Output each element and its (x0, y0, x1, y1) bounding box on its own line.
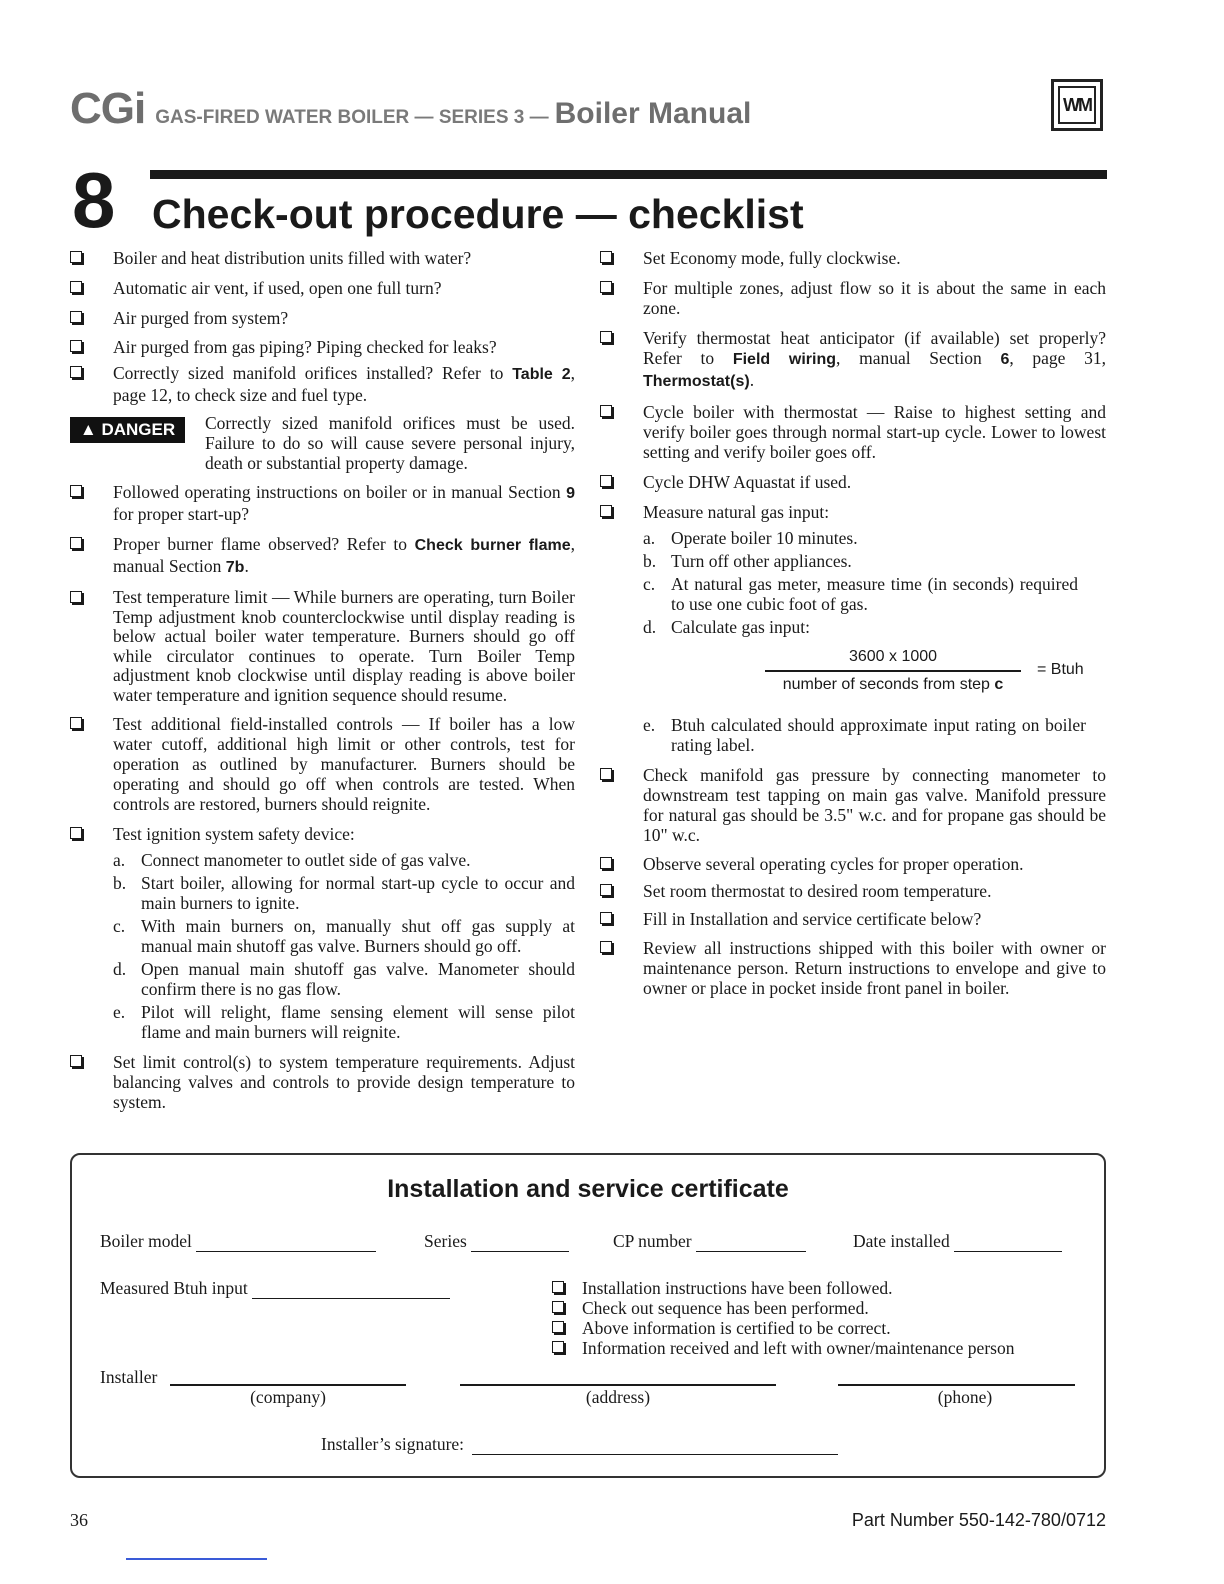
sub-step: a. Operate boiler 10 minutes. (643, 528, 858, 548)
checklist-right-column (600, 248, 1106, 998)
checklist-item: Automatic air vent, if used, open one full turn? (70, 278, 575, 298)
address-line[interactable] (460, 1384, 776, 1386)
checkbox[interactable] (600, 884, 612, 896)
checkbox[interactable] (552, 1281, 564, 1293)
checklist-item: Correctly sized manifold orifices installed? Refer to Table 2, page 12, to check size and fuel type. (70, 363, 575, 405)
checklist-item: Measure natural gas input: (600, 502, 1106, 522)
checklist-item: Review all instructions shipped with this boiler with owner or maintenance person. Return instructions to envelope and give to owner or place in pocket inside front panel in boiler. (600, 938, 1106, 998)
section-rule (150, 170, 1107, 179)
checkbox[interactable] (600, 768, 612, 780)
part-number: Part Number 550-142-780/0712 (851, 1510, 1106, 1530)
checkbox[interactable] (600, 912, 612, 924)
company-caption: (company) (250, 1387, 326, 1407)
checklist-item: Set Economy mode, fully clockwise. (600, 248, 1106, 268)
sub-step: b. Turn off other appliances. (643, 551, 852, 571)
installer-signature-field[interactable]: Installer’s signature: (321, 1434, 838, 1455)
sub-step: c. At natural gas meter, measure time (in seconds) required to use one cubic foot of gas. (643, 574, 1078, 614)
company-line[interactable] (170, 1384, 406, 1386)
checklist-item: Air purged from system? (70, 308, 575, 328)
checkbox[interactable] (600, 251, 612, 263)
sub-step: b. Start boiler, allowing for normal start-up cycle to occur and main burners to ignite. (113, 872, 575, 913)
checklist-item: Boiler and heat distribution units filled with water? (70, 248, 575, 268)
checkbox[interactable] (600, 857, 612, 869)
checkbox[interactable] (70, 366, 82, 378)
fraction-bar (765, 670, 1021, 672)
checkbox[interactable] (70, 251, 82, 263)
checkbox[interactable] (600, 941, 612, 953)
manual-title: Boiler Manual (554, 97, 752, 130)
checklist-item: Set room thermostat to desired room temperature. (600, 881, 1106, 901)
sub-step: d. Open manual main shutoff gas valve. Manometer should confirm there is no gas flow. (113, 958, 575, 999)
address-caption: (address) (585, 1387, 651, 1407)
installation-certificate (70, 1153, 1106, 1478)
checklist-item: Observe several operating cycles for proper operation. (600, 854, 1106, 874)
cert-check-4: Information received and left with owner/maintenance person (552, 1338, 1014, 1359)
checkbox[interactable] (600, 331, 612, 343)
sub-step: d. Calculate gas input: (643, 617, 810, 637)
checklist-item: Followed operating instructions on boiler or in manual Section 9 for proper start-up? (70, 482, 575, 524)
sub-step: a. Connect manometer to outlet side of gas valve. (113, 849, 471, 870)
checklist-item: Proper burner flame observed? Refer to Check burner flame, manual Section 7b. (70, 534, 575, 578)
checkbox[interactable] (70, 311, 82, 323)
section-number: 8 (72, 156, 116, 244)
checkbox[interactable] (600, 505, 612, 517)
gas-input-formula (600, 647, 1106, 705)
danger-text: Correctly sized manifold orifices must be used. Failure to do so will cause severe personal injury, death or substantial property damage. (205, 413, 575, 473)
checklist-item: Cycle boiler with thermostat — Raise to highest setting and verify boiler goes through normal start-up cycle. Lower to lowest setting and verify boiler goes off. (600, 402, 1106, 462)
checkbox[interactable] (552, 1321, 564, 1333)
warning-triangle-icon: ▲ (79, 420, 97, 439)
checkbox[interactable] (70, 827, 82, 839)
formula-numerator: 3600 x 1000 (848, 648, 938, 665)
checklist-item: Test ignition system safety device: (70, 824, 575, 844)
checklist-item: For multiple zones, adjust flow so it is about the same in each zone. (600, 278, 1106, 318)
cert-check-2: Check out sequence has been performed. (552, 1298, 869, 1319)
checklist-left-column (70, 248, 575, 1112)
danger-badge: ▲ DANGER (70, 417, 185, 443)
checkbox[interactable] (70, 591, 82, 603)
boiler-model-field[interactable]: Boiler model (100, 1231, 376, 1252)
checklist-item: Test additional field-installed controls — If boiler has a low water cutoff, additional high limit or other controls, test for operation as outlined by manufacturer. Burners should be operating and should go off when controls are tested. When controls are restored, burners should reignite. (70, 714, 575, 814)
checklist-item: Test temperature limit — While burners are operating, turn Boiler Temp adjustment knob counterclockwise until display reading is below actual boiler water temperature. Burners should go off while circulator continues to operate. Turn Boiler Temp adjustment knob clockwise until display reading is above boiler water temperature and ignition sequence should resume. (70, 588, 575, 706)
checkbox[interactable] (70, 340, 82, 352)
checkbox[interactable] (600, 475, 612, 487)
section-title: Check-out procedure — checklist (152, 191, 804, 237)
checkbox[interactable] (70, 485, 82, 497)
phone-line[interactable] (838, 1384, 1075, 1386)
installer-label: Installer (100, 1367, 158, 1387)
checkbox[interactable] (70, 281, 82, 293)
checklist-item: Cycle DHW Aquastat if used. (600, 472, 1106, 492)
checkbox[interactable] (70, 1055, 82, 1067)
series-line: GAS-FIRED WATER BOILER — SERIES 3 — (155, 107, 549, 128)
checklist-item: Verify thermostat heat anticipator (if available) set properly? Refer to Field wiring, manual Section 6, page 31, Thermostat(s). (600, 328, 1106, 392)
danger-notice (70, 413, 575, 473)
checkbox[interactable] (600, 281, 612, 293)
certificate-title: Installation and service certificate (387, 1175, 789, 1203)
measured-btuh-field[interactable]: Measured Btuh input (100, 1278, 450, 1299)
date-installed-field[interactable]: Date installed (853, 1231, 1062, 1252)
link-underline (126, 1558, 267, 1560)
checkbox[interactable] (552, 1341, 564, 1353)
cp-number-field[interactable]: CP number (613, 1231, 806, 1252)
checkbox[interactable] (600, 405, 612, 417)
sub-step: e. Pilot will relight, flame sensing element will sense pilot flame and main burners will reignite. (113, 1001, 575, 1042)
running-header (70, 84, 752, 133)
checklist-item: Set limit control(s) to system temperature requirements. Adjust balancing valves and controls to provide design temperature to system. (70, 1052, 575, 1112)
brand-name: CGi (70, 84, 146, 133)
checklist-item: Check manifold gas pressure by connecting manometer to downstream test tapping on main gas valve. Manifold pressure for natural gas should be 3.5" w.c. and for propane gas should be 10" w.c. (600, 765, 1106, 845)
wm-logo (1051, 79, 1103, 131)
sub-step: e. Btuh calculated should approximate input rating on boiler rating label. (643, 715, 1086, 755)
checklist-item: Air purged from gas piping? Piping checked for leaks? (70, 337, 575, 357)
cert-check-3: Above information is certified to be correct. (552, 1318, 891, 1339)
page-number: 36 (70, 1510, 88, 1530)
checkbox[interactable] (552, 1301, 564, 1313)
logo-mark: WM (1058, 86, 1096, 124)
series-field[interactable]: Series (424, 1231, 569, 1252)
checkbox[interactable] (70, 717, 82, 729)
formula-result: = Btuh (1037, 661, 1084, 678)
checkbox[interactable] (70, 537, 82, 549)
phone-caption: (phone) (937, 1387, 993, 1407)
cert-check-1: Installation instructions have been followed. (552, 1278, 893, 1299)
checklist-item: Fill in Installation and service certificate below? (600, 909, 1106, 929)
formula-denominator: number of seconds from step c (782, 676, 1004, 693)
sub-step: c. With main burners on, manually shut off gas supply at manual main shutoff gas valve. Burners should go off. (113, 915, 575, 956)
